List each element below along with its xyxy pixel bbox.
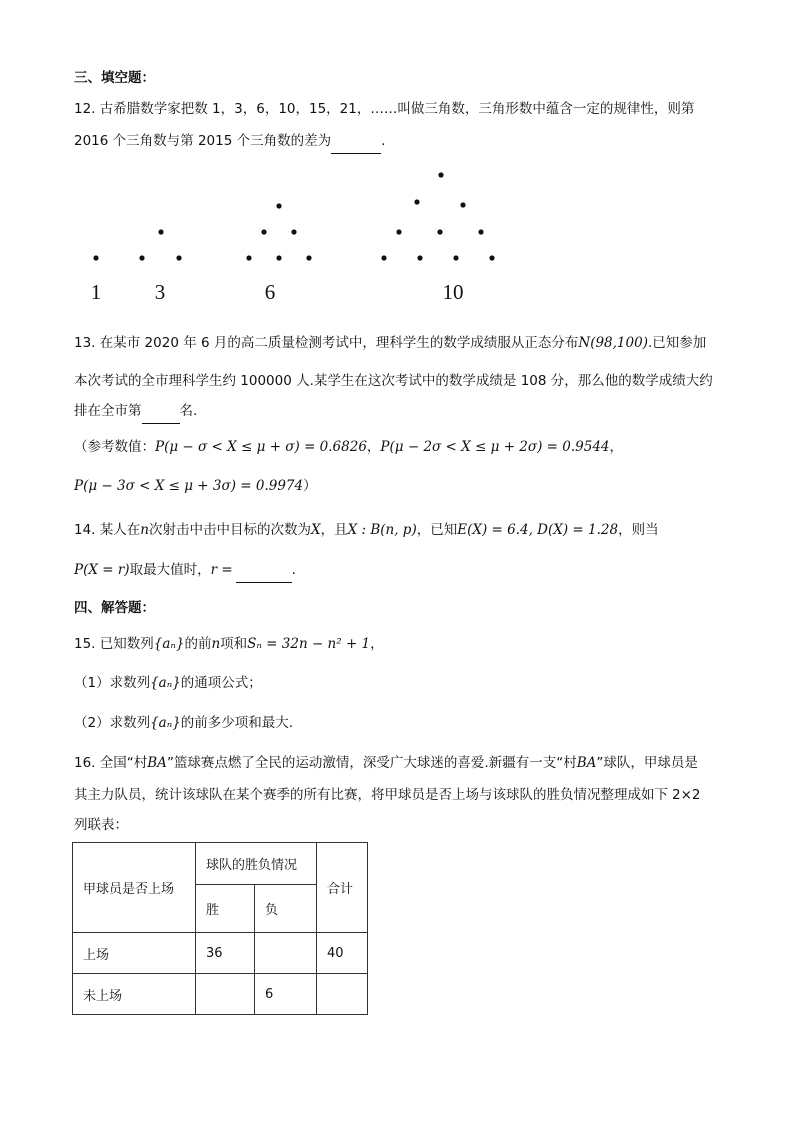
q15-b: 的前 xyxy=(184,636,212,652)
row-label-cell: 未上场 xyxy=(73,974,196,1015)
dot xyxy=(396,229,401,234)
win-cell xyxy=(196,974,255,1015)
q14-answer-blank xyxy=(236,562,292,583)
q14-n: n xyxy=(140,522,149,538)
q16-line-2 xyxy=(74,785,701,805)
total-cell xyxy=(317,974,368,1015)
dot xyxy=(460,202,465,207)
q12-answer-blank xyxy=(331,133,381,154)
q14-r: r = xyxy=(210,562,233,578)
q14-line-2 xyxy=(74,560,296,583)
q15-s1-sequence: {aₙ} xyxy=(150,675,181,691)
q13-ref-sep-1: ， xyxy=(366,439,381,455)
dot xyxy=(176,255,181,260)
q16-ba-2: BA xyxy=(576,755,597,771)
q14-f: 取最大值时， xyxy=(129,562,211,578)
q15-subquestion-1 xyxy=(74,673,262,693)
q15-c: 项和 xyxy=(220,636,248,652)
q13-line-1 xyxy=(74,333,706,353)
lose-cell: 6 xyxy=(255,974,317,1015)
q16-1c: ”球队，甲球员是 xyxy=(596,755,698,771)
dot xyxy=(438,172,443,177)
dot-group-3 xyxy=(139,229,181,260)
lose-cell xyxy=(255,933,317,974)
q13-reference-line-1 xyxy=(74,437,623,457)
figure-label-6: 6 xyxy=(264,280,276,304)
dot xyxy=(478,229,483,234)
dot xyxy=(291,229,296,234)
dot-group-1 xyxy=(93,255,98,260)
figure-label-1: 1 xyxy=(90,280,102,304)
row-label-cell: 上场 xyxy=(73,933,196,974)
table-row xyxy=(73,933,368,974)
contingency-table xyxy=(72,842,368,1015)
q16-1b: ”篮球赛点燃了全民的运动激情，深受广大球迷的喜爱.新疆有一支“村 xyxy=(166,755,577,771)
total-header-cell: 合计 xyxy=(317,843,368,933)
q14-d: ，已知 xyxy=(416,522,458,538)
q13-ref-formula-1: P(μ − σ < X ≤ μ + σ) = 0.6826 xyxy=(155,439,367,455)
group-header-cell: 球队的胜负情况 xyxy=(196,843,317,885)
q13-ref-formula-3: P(μ − 3σ < X ≤ μ + 3σ) = 0.9974 xyxy=(74,478,304,494)
q13-ref-label: （参考数值： xyxy=(74,439,155,455)
q13-answer-blank xyxy=(142,403,180,424)
q12-line-1: 12. 古希腊数学家把数 1，3，6，10，15，21，……叫做三角数，三角形数中蕴含一定的规律性，则第 xyxy=(74,101,695,117)
q15-formula: Sₙ = 32n − n² + 1 xyxy=(247,636,371,652)
dot xyxy=(437,229,442,234)
win-header-cell: 胜 xyxy=(196,885,255,933)
q15-s2-sequence: {aₙ} xyxy=(150,715,181,731)
table-row xyxy=(73,974,368,1015)
row-header-cell: 甲球员是否上场 xyxy=(73,843,196,933)
figure-label-3: 3 xyxy=(154,280,166,304)
total-cell: 40 xyxy=(317,933,368,974)
q13-line-3-a: 排在全市第 xyxy=(74,403,142,419)
q15-s1-b: 的通项公式； xyxy=(180,675,262,691)
dot xyxy=(306,255,311,260)
dot-group-10 xyxy=(381,172,494,260)
q14-line-1 xyxy=(74,520,659,540)
dot-group-6 xyxy=(246,203,311,260)
dot xyxy=(417,255,422,260)
lose-header-cell: 负 xyxy=(255,885,317,933)
q14-e: ，则当 xyxy=(618,522,659,538)
q13-line-3-b: 名. xyxy=(179,403,198,419)
q14-end: . xyxy=(291,562,296,578)
q13-text-1-end: .已知参加 xyxy=(647,335,707,351)
dot xyxy=(246,255,251,260)
q15-subquestion-2 xyxy=(74,713,293,733)
dot xyxy=(276,203,281,208)
q15-line-1 xyxy=(74,634,384,654)
figure-label-10: 10 xyxy=(442,280,464,304)
q16-1a: 16. 全国“村 xyxy=(74,755,148,771)
dot xyxy=(93,255,98,260)
q12-line-2 xyxy=(74,131,385,154)
triangular-numbers-figure xyxy=(0,160,794,310)
dot xyxy=(381,255,386,260)
q14-c: ，且 xyxy=(320,522,348,538)
q15-a: 15. 已知数列 xyxy=(74,636,154,652)
q15-sequence: {aₙ} xyxy=(153,636,185,652)
q15-s1-a: （1）求数列 xyxy=(74,675,151,691)
q12-line-2-text: 2016 个三角数与第 2015 个三角数的差为 xyxy=(74,133,332,149)
q14-condition: E(X) = 6.4, D(X) = 1.28 xyxy=(457,522,619,538)
section-4-heading: 四、解答题： xyxy=(74,600,155,616)
q15-s2-b: 的前多少项和最大. xyxy=(180,715,294,731)
q13-line-3 xyxy=(74,401,197,424)
q13-distribution: N(98,100) xyxy=(578,335,648,351)
q16-line-3: 列联表： xyxy=(74,817,128,833)
q14-x: X xyxy=(310,522,321,538)
q13-line-2: 本次考试的全市理科学生约 100000 人.某学生在这次考试中的数学成绩是 108 分，那么他的数学成绩大约 xyxy=(74,373,713,389)
dot xyxy=(139,255,144,260)
q14-probability: P(X = r) xyxy=(74,562,130,578)
dot xyxy=(261,229,266,234)
dot xyxy=(276,255,281,260)
q15-s2-a: （2）求数列 xyxy=(74,715,151,731)
section-3-heading: 三、填空题： xyxy=(74,70,155,86)
q13-ref-sep-2: ， xyxy=(609,439,624,455)
q16-2b: 2×2 xyxy=(672,787,701,803)
q14-distribution: X : B(n, p) xyxy=(347,522,417,538)
q16-ba-1: BA xyxy=(147,755,167,771)
q16-2a: 其主力队员，统计该球队在某个赛季的所有比赛，将甲球员是否上场与该球队的胜负情况整理成如下 xyxy=(74,787,668,803)
q15-n: n xyxy=(211,636,221,652)
dot xyxy=(414,199,419,204)
q15-end: ， xyxy=(370,636,384,652)
q14-b: 次射击中击中目标的次数为 xyxy=(148,522,311,538)
dot xyxy=(453,255,458,260)
q13-ref-end: ） xyxy=(303,478,317,494)
q13-text-1: 13. 在某市 2020 年 6 月的高二质量检测考试中，理科学生的数学成绩服从正态分布 xyxy=(74,335,579,351)
dot xyxy=(489,255,494,260)
q13-reference-line-2 xyxy=(74,476,317,496)
win-cell: 36 xyxy=(196,933,255,974)
dot xyxy=(158,229,163,234)
q14-a: 14. 某人在 xyxy=(74,522,141,538)
q12-end: . xyxy=(381,133,386,149)
q13-ref-formula-2: P(μ − 2σ < X ≤ μ + 2σ) = 0.9544 xyxy=(380,439,610,455)
q16-line-1 xyxy=(74,753,698,773)
